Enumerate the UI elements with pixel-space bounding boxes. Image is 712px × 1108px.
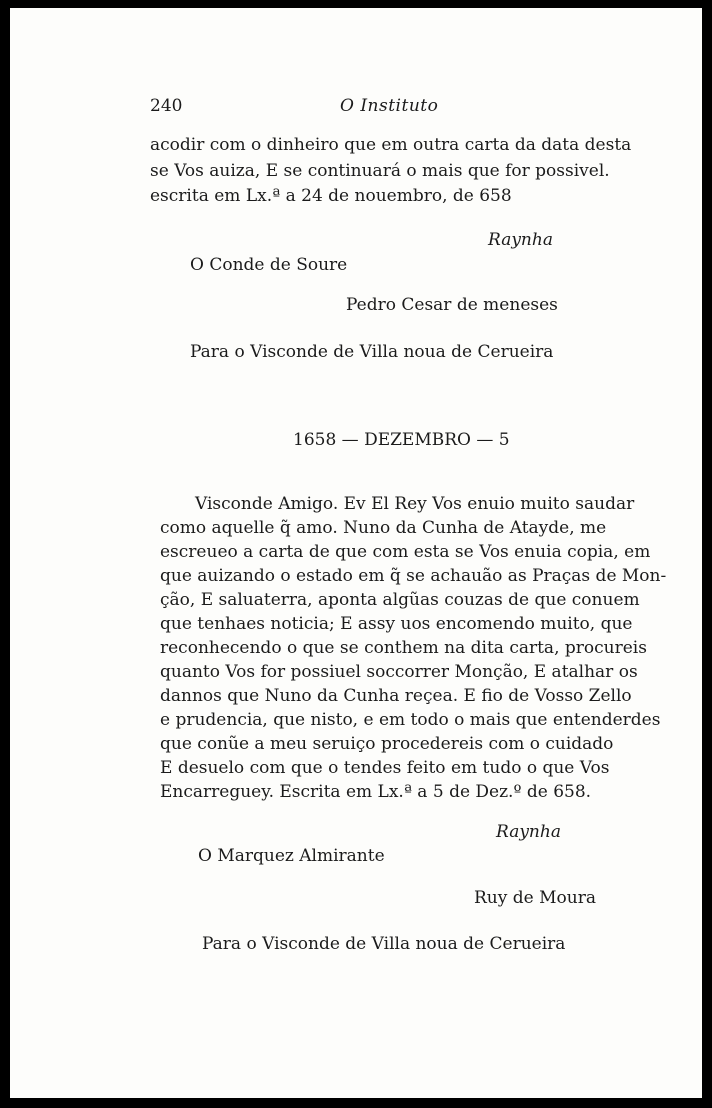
letter2-line-12: E desuelo com que o tendes feito em tudo o que Vos [160, 758, 610, 778]
letter2-line-5: ção, E saluaterra, aponta algũas couzas de que conuem [160, 590, 640, 610]
letter2-address: Para o Visconde de Villa noua de Cerueira [202, 934, 566, 954]
letter2-line-9: dannos que Nuno da Cunha reçea. E fio de Vosso Zello [160, 686, 632, 706]
book-page [10, 8, 702, 1098]
page-number: 240 [150, 96, 183, 116]
letter1-address: Para o Visconde de Villa noua de Cerueira [190, 342, 554, 362]
letter2-date-heading: 1658 — DEZEMBRO — 5 [293, 430, 510, 450]
letter2-line-3: escreueo a carta de que com esta se Vos enuia copia, em [160, 542, 651, 562]
letter2-line-2: como aquelle q̃ amo. Nuno da Cunha de Atayde, me [160, 518, 607, 538]
letter2-line-7: reconhecendo o que se conthem na dita carta, procureis [160, 638, 647, 658]
letter2-signature: Raynha [496, 822, 561, 842]
letter1-countersign: O Conde de Soure [190, 255, 348, 275]
letter1-secretary: Pedro Cesar de meneses [346, 295, 558, 315]
letter2-line-10: e prudencia, que nisto, e em todo o mais que entenderdes [160, 710, 661, 730]
letter2-line-11: que conũe a meu seruiço procedereis com o cuidado [160, 734, 614, 754]
letter2-line-8: quanto Vos for possiuel soccorrer Monção, E atalhar os [160, 662, 638, 682]
running-title: O Instituto [340, 96, 439, 116]
letter2-line-6: que tenhaes noticia; E assy uos encomendo muito, que [160, 614, 633, 634]
letter1-signature: Raynha [488, 230, 553, 250]
letter2-line-1: Visconde Amigo. Ev El Rey Vos enuio muito saudar [195, 494, 635, 514]
letter1-line-2: se Vos auiza, E se continuará o mais que for possivel. [150, 161, 610, 181]
letter2-line-4: que auizando o estado em q̃ se achauão as Praças de Mon- [160, 566, 667, 586]
letter1-line-1: acodir com o dinheiro que em outra carta da data desta [150, 135, 632, 155]
letter2-countersign: O Marquez Almirante [198, 846, 385, 866]
letter1-line-3: escrita em Lx.ª a 24 de nouembro, de 658 [150, 186, 512, 206]
letter2-line-13: Encarreguey. Escrita em Lx.ª a 5 de Dez.º de 658. [160, 782, 592, 802]
letter2-secretary: Ruy de Moura [474, 888, 596, 908]
